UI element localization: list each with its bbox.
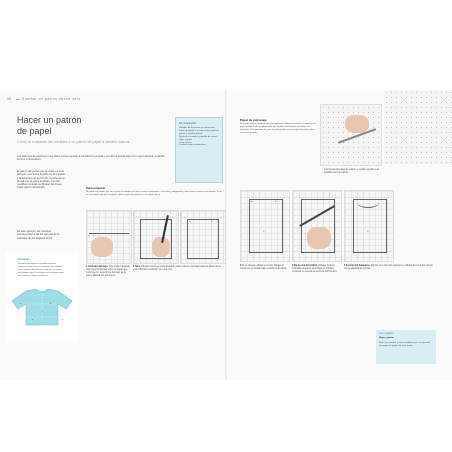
grid-label: C — [263, 231, 265, 233]
running-head: Diseñar un patrón desde cero — [22, 97, 81, 101]
step-5-photo — [344, 190, 394, 262]
grid-label: A — [189, 221, 191, 223]
shirt-label-b: b — [50, 303, 52, 305]
start-text: El papel con puntos y la cruz facilita el trazado de líneas rectas horizontales, verticales y diagonales y una buena construcción exacta. Si no se encuentra este tipo de papel, utilizar papel de patrones o de papel blanco. — [86, 191, 222, 196]
page-number: 36 — [7, 97, 12, 101]
tshirt-illustration — [6, 287, 78, 327]
step-2b-photo — [180, 210, 226, 264]
step-3-caption — [240, 264, 288, 270]
step-2-photo — [133, 210, 179, 264]
see-also-heading: VER TAMBIÉN — [379, 333, 394, 335]
tip-text: El patrón de papel es un plano útil para planificar cómo tejer, e interpretar las medidas de la prenda. Márcalo en el papel y confirma las medidas que se incluyan en el diseño antes de empezar a tejer el proyecto. — [18, 263, 64, 277]
step-5-title: Escote del delantero. — [346, 264, 371, 267]
step-3-text: Si se desean añadir el cuello, dibujar la curva con un hilado bajo a partir de la altura. — [240, 264, 288, 270]
step-5-text: Marcar el centro del delantero y dibujar la curva del escote con la plantilla de curvas. — [344, 264, 433, 270]
step-2-text: Dibujar una línea vertical desde cada extremo del bajo hasta la altura de la sisa. Marcar la posición con una cruz. — [133, 265, 221, 271]
step-4-photo — [292, 190, 342, 262]
step-5-caption — [344, 264, 434, 270]
step-5-number: 5 — [344, 264, 346, 267]
shirt-label-e: e — [32, 319, 34, 321]
step-1-title: Anchura del bajo. — [88, 265, 109, 268]
grid-label: A — [251, 201, 253, 203]
materials-item: Cinta métrica — [179, 141, 192, 144]
pattern-paper-heading: Papel de patronaje — [240, 118, 267, 122]
running-head-rule — [16, 99, 20, 100]
grid-label: B — [275, 201, 277, 203]
pencil-photo — [320, 104, 382, 166]
see-also-text: Medir las prendas y tomar medidas para una prenda con papel de patrón de este modo. — [379, 342, 430, 347]
materials-heading: Se necesita: — [179, 121, 197, 125]
dotted-paper-image — [384, 90, 452, 164]
step-3-number: 3 — [240, 264, 242, 267]
tip-box — [6, 253, 78, 343]
materials-item: Lápiz y goma — [179, 138, 193, 141]
step-4-number: 4 — [292, 264, 294, 267]
step-3-photo — [240, 190, 290, 262]
grid-label: D — [367, 231, 369, 233]
pattern-paper-box — [240, 118, 318, 178]
page-title-line1: Hacer un patrón — [17, 115, 82, 125]
materials-item: Cuaderno para anotaciones — [179, 144, 206, 147]
start-heading: Para empezar — [86, 186, 106, 190]
page-subtitle: Cómo se trasladan las medidas a un patrón de papel a tamaño natural. — [17, 140, 131, 144]
step-1-number: 1 — [86, 265, 88, 268]
grid-label: B — [211, 221, 213, 223]
shirt-label-c: c — [42, 311, 44, 313]
step-4-text: Dibujar la línea inclinada desde la sisa hasta el hombro, teniendo en cuenta la anchura del hombro. — [292, 264, 338, 273]
step-1-photo — [86, 210, 132, 264]
see-also-box — [376, 330, 436, 364]
step-1-text: Comenzar trazando una línea horizontal sobre el papel que coincida con la anchura del bajo de la pieza. Marcar los extremos. — [86, 265, 130, 277]
step-4-title: De la sisa al hombro. — [294, 264, 318, 267]
step-2-number: 2 — [133, 265, 135, 268]
intro-paragraph-3: En este ejemplo, las medidas corresponden a las del ejemplo de la camiseta de las páginas 34-35. — [17, 230, 60, 240]
materials-item: Medidas de la prenda en centímetros — [179, 127, 216, 129]
intro-paragraph-2: El patrón del punto que se utiliza en este ejemplo, que forma la parte de la espalda y la delantera de la prenda, representa el tamaño de la pieza acabada. Con las medidas tomadas se dibujan las líneas sobre papel milimetrado. — [17, 170, 65, 190]
page-title-line2: de papel — [17, 126, 52, 136]
intro-paragraph-1: Los patrones de papel son muy útiles porque ayudan a visualizar la prenda y su ciclo si puede tejer con mayor eficacia, evitando errores innecesarios. — [17, 155, 165, 162]
see-also-subheading: Mapa y patrón — [379, 337, 394, 339]
materials-box — [175, 117, 223, 183]
photo-caption: Las líneas del papel de patrón y cuadro ayudan a la exactitud en los trazos. — [324, 168, 379, 174]
materials-list — [179, 127, 220, 147]
step-2-caption — [133, 265, 223, 271]
shirt-label-d: d — [62, 319, 64, 321]
pattern-paper-text: Se puede utilizar cualquier tipo de papel para dibujar un patrón. Lo ideal es un papel cuadriculado o milimetrado que facilita el trazado de las líneas con exactitud. Para prendas de gran tamaño puede usarse papel de patrón sobre una mesa grande. — [240, 123, 316, 134]
step-2-title: Sisa. — [135, 265, 141, 268]
step-1-caption — [86, 265, 130, 277]
tip-heading: Consejo — [18, 257, 30, 261]
materials-item: Papel de patrón a escala o bien papel de patrón a tamaño natural — [179, 129, 219, 135]
step-4-caption — [292, 264, 340, 273]
shirt-label-a: a — [20, 303, 22, 305]
materials-item: Regla de escuadra y plantilla de curvas — [179, 135, 218, 138]
